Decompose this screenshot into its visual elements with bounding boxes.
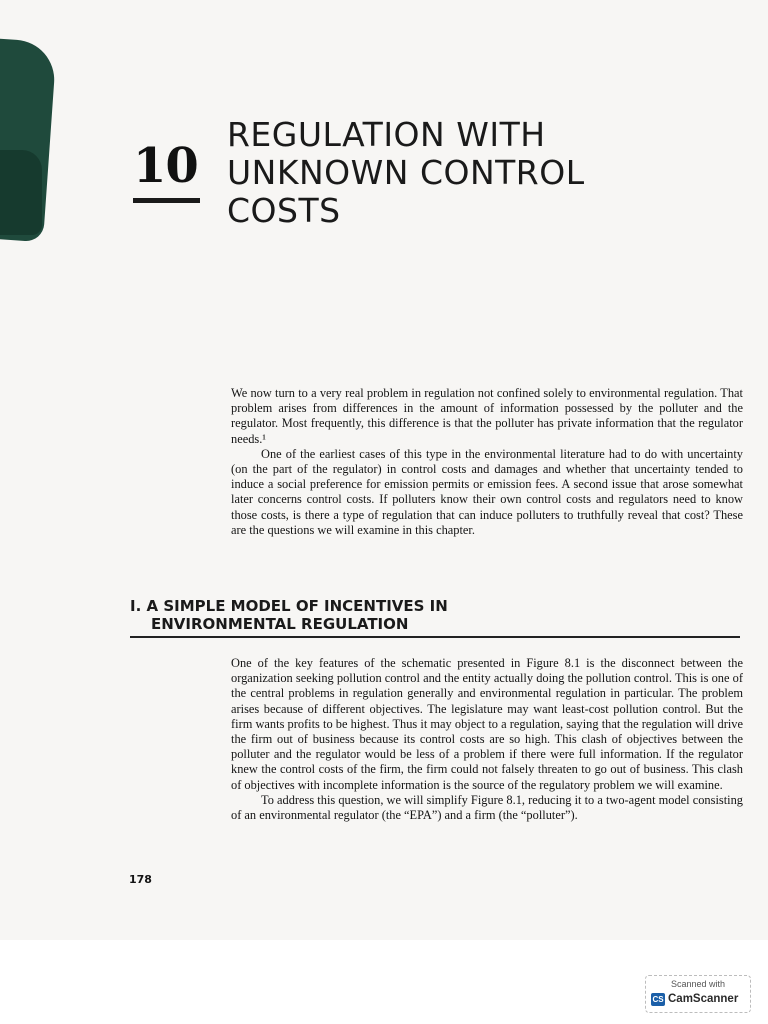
scanner-top-text: Scanned with	[670, 979, 726, 989]
scanner-logo-icon: CS	[652, 995, 664, 1004]
intro-text	[231, 386, 743, 538]
section-heading-line: ENVIRONMENTAL REGULATION	[151, 615, 409, 633]
book-cover-shadow	[0, 150, 42, 235]
scanner-brand: CamScanner	[668, 993, 739, 1005]
scanner-watermark	[645, 975, 751, 1013]
intro-paragraph: We now turn to a very real problem in regulation not confined solely to environmental regulation. That problem arises from differences in the amount of information possessed by the polluter and the regulator. Most frequently, this difference is that the polluter has private information that the regulator needs.¹	[231, 386, 743, 446]
section-text	[231, 656, 743, 823]
chapter-title-line: UNKNOWN CONTROL	[227, 153, 585, 192]
page-number: 178	[129, 873, 152, 886]
section-heading	[130, 597, 740, 633]
section-paragraph: One of the key features of the schematic presented in Figure 8.1 is the disconnect between the organization seeking pollution control and the entity actually doing the pollution control. This is one of the central problems in regulation generally and environmental regulation in particular. The problem arises because of different objectives. The legislature may want least-cost pollution control. But the firm wants profits to be highest. Thus it may object to a regulation, saying that the regulation will drive the firm out of business because its control costs are so high. This clash of objectives between the polluter and the regulator would be less of a problem if there were full information. If the regulator knew the control costs of the firm, the firm could not falsely threaten to go out of business. This clash of objectives with incomplete information is the source of the regulatory problem we will examine.	[231, 656, 743, 792]
chapter-number: 10	[133, 138, 198, 194]
section-heading-line: I. A SIMPLE MODEL OF INCENTIVES IN	[130, 597, 448, 615]
intro-paragraph: One of the earliest cases of this type in the environmental literature had to do with uncertainty (on the part of the regulator) in control costs and damages and whether that uncertainty tended to induce a social preference for emission permits or emission fees. A second issue that arose somewhat later concerns control costs. If polluters know their own control costs and regulators need to know those costs, is there a type of regulation that can induce polluters to truthfully reveal that cost? These are the questions we will examine in this chapter.	[231, 446, 743, 537]
section-rule	[130, 636, 740, 638]
chapter-title-line: COSTS	[227, 191, 341, 230]
chapter-number-rule	[133, 198, 200, 203]
chapter-title-line: REGULATION WITH	[227, 115, 546, 154]
section-paragraph: To address this question, we will simplify Figure 8.1, reducing it to a two-agent model consisting of an environmental regulator (the “EPA”) and a firm (the “polluter”).	[231, 792, 743, 823]
chapter-title	[227, 116, 677, 230]
